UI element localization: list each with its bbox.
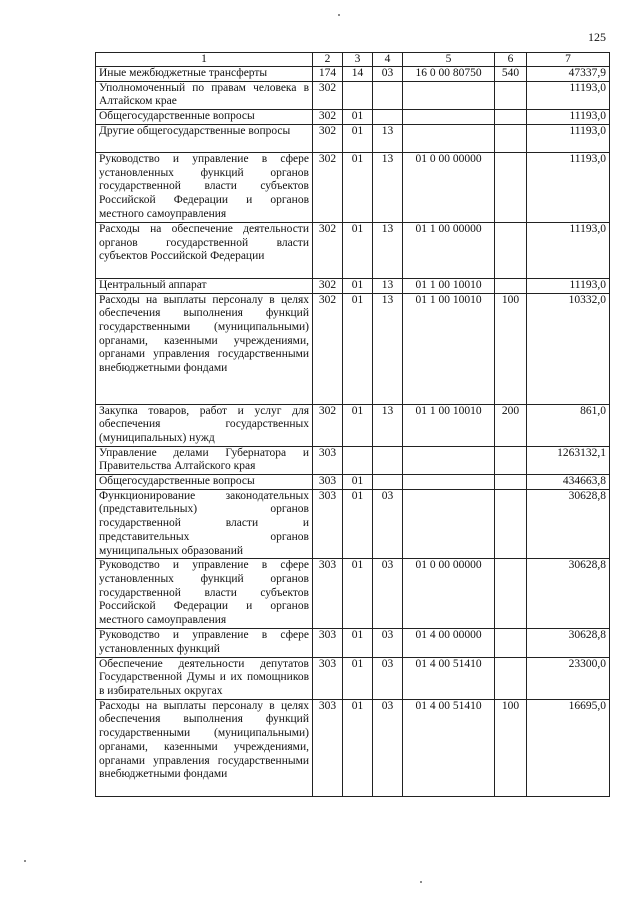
target-article-cell xyxy=(403,81,495,109)
ministry-code-cell: 302 xyxy=(313,124,343,152)
table-row xyxy=(96,629,610,657)
section-cell: 01 xyxy=(343,559,373,629)
target-article-cell xyxy=(403,475,495,490)
table-row xyxy=(96,152,610,222)
header-row xyxy=(96,53,610,67)
row-name-cell: Общегосударственные вопросы xyxy=(96,475,313,490)
section-cell: 01 xyxy=(343,475,373,490)
row-name-cell: Расходы на выплаты персоналу в целях обеспечения выполнения функций государственными (муниципальными) органами, казенными учреждениями, органами управления государственными внебюджетными фондами xyxy=(96,699,313,796)
section-cell: 01 xyxy=(343,489,373,559)
row-name-cell: Расходы на обеспечение деятельности органов государственной власти субъектов Российской Федерации xyxy=(96,222,313,278)
ministry-code-cell: 302 xyxy=(313,152,343,222)
expense-type-cell: 100 xyxy=(495,699,527,796)
scan-speck xyxy=(24,860,26,862)
row-name-cell: Функционирование законодательных (представительных) органов государственной власти и представительных органов муниципальных образований xyxy=(96,489,313,559)
target-article-cell: 16 0 00 80750 xyxy=(403,67,495,82)
column-header-4: 4 xyxy=(373,53,403,67)
target-article-cell: 01 4 00 00000 xyxy=(403,629,495,657)
row-name-cell: Руководство и управление в сфере установленных функций xyxy=(96,629,313,657)
row-name-cell: Расходы на выплаты персоналу в целях обеспечения выполнения функций государственными (муниципальными) органами, казенными учреждениями, органами управления государственными внебюджетными фондами xyxy=(96,293,313,404)
scan-speck xyxy=(420,881,422,883)
expense-type-cell xyxy=(495,110,527,125)
target-article-cell xyxy=(403,110,495,125)
subsection-cell xyxy=(373,446,403,474)
section-cell: 14 xyxy=(343,67,373,82)
ministry-code-cell: 303 xyxy=(313,475,343,490)
table-row xyxy=(96,67,610,82)
subsection-cell: 13 xyxy=(373,404,403,446)
table-row xyxy=(96,699,610,796)
target-article-cell: 01 4 00 51410 xyxy=(403,657,495,699)
subsection-cell: 13 xyxy=(373,124,403,152)
ministry-code-cell: 302 xyxy=(313,81,343,109)
subsection-cell xyxy=(373,110,403,125)
expense-type-cell xyxy=(495,152,527,222)
table-row xyxy=(96,293,610,404)
table-row xyxy=(96,222,610,278)
expense-type-cell xyxy=(495,124,527,152)
target-article-cell: 01 1 00 10010 xyxy=(403,293,495,404)
amount-cell: 11193,0 xyxy=(527,124,610,152)
amount-cell: 11193,0 xyxy=(527,278,610,293)
amount-cell: 11193,0 xyxy=(527,81,610,109)
section-cell: 01 xyxy=(343,629,373,657)
column-header-2: 2 xyxy=(313,53,343,67)
ministry-code-cell: 302 xyxy=(313,110,343,125)
column-header-5: 5 xyxy=(403,53,495,67)
ministry-code-cell: 303 xyxy=(313,489,343,559)
row-name-cell: Уполномоченный по правам человека в Алтайском крае xyxy=(96,81,313,109)
row-name-cell: Управление делами Губернатора и Правительства Алтайского края xyxy=(96,446,313,474)
ministry-code-cell: 303 xyxy=(313,657,343,699)
expense-type-cell: 540 xyxy=(495,67,527,82)
amount-cell: 47337,9 xyxy=(527,67,610,82)
target-article-cell: 01 0 00 00000 xyxy=(403,559,495,629)
table-body xyxy=(96,53,610,797)
ministry-code-cell: 303 xyxy=(313,446,343,474)
row-name-cell: Руководство и управление в сфере установленных функций органов государственной власти субъектов Российской Федерации и органов местного самоуправления xyxy=(96,152,313,222)
budget-table xyxy=(95,52,610,797)
expense-type-cell: 200 xyxy=(495,404,527,446)
row-name-cell: Другие общегосударственные вопросы xyxy=(96,124,313,152)
section-cell xyxy=(343,446,373,474)
row-name-cell: Обеспечение деятельности депутатов Государственной Думы и их помощников в избирательных округах xyxy=(96,657,313,699)
subsection-cell: 03 xyxy=(373,559,403,629)
ministry-code-cell: 302 xyxy=(313,278,343,293)
table-row xyxy=(96,475,610,490)
ministry-code-cell: 302 xyxy=(313,293,343,404)
ministry-code-cell: 302 xyxy=(313,404,343,446)
row-name-cell: Центральный аппарат xyxy=(96,278,313,293)
table-row xyxy=(96,110,610,125)
expense-type-cell xyxy=(495,222,527,278)
table-row xyxy=(96,446,610,474)
table-row xyxy=(96,559,610,629)
column-header-7: 7 xyxy=(527,53,610,67)
row-name-cell: Руководство и управление в сфере установленных функций органов государственной власти субъектов Российской Федерации и органов местного самоуправления xyxy=(96,559,313,629)
row-name-cell: Закупка товаров, работ и услуг для обеспечения государственных (муниципальных) нужд xyxy=(96,404,313,446)
subsection-cell: 03 xyxy=(373,699,403,796)
table-row xyxy=(96,657,610,699)
ministry-code-cell: 174 xyxy=(313,67,343,82)
subsection-cell: 03 xyxy=(373,489,403,559)
expense-type-cell: 100 xyxy=(495,293,527,404)
subsection-cell: 13 xyxy=(373,278,403,293)
section-cell: 01 xyxy=(343,293,373,404)
subsection-cell: 03 xyxy=(373,657,403,699)
section-cell xyxy=(343,81,373,109)
amount-cell: 23300,0 xyxy=(527,657,610,699)
page-number: 125 xyxy=(588,30,606,44)
section-cell: 01 xyxy=(343,278,373,293)
table-row xyxy=(96,278,610,293)
subsection-cell xyxy=(373,475,403,490)
expense-type-cell xyxy=(495,657,527,699)
amount-cell: 30628,8 xyxy=(527,629,610,657)
section-cell: 01 xyxy=(343,404,373,446)
column-header-3: 3 xyxy=(343,53,373,67)
expense-type-cell xyxy=(495,278,527,293)
expense-type-cell xyxy=(495,559,527,629)
target-article-cell: 01 1 00 10010 xyxy=(403,404,495,446)
amount-cell: 30628,8 xyxy=(527,559,610,629)
amount-cell: 11193,0 xyxy=(527,222,610,278)
ministry-code-cell: 303 xyxy=(313,699,343,796)
subsection-cell: 13 xyxy=(373,152,403,222)
target-article-cell: 01 0 00 00000 xyxy=(403,152,495,222)
subsection-cell xyxy=(373,81,403,109)
amount-cell: 11193,0 xyxy=(527,110,610,125)
ministry-code-cell: 303 xyxy=(313,559,343,629)
target-article-cell xyxy=(403,124,495,152)
target-article-cell xyxy=(403,489,495,559)
amount-cell: 30628,8 xyxy=(527,489,610,559)
amount-cell: 11193,0 xyxy=(527,152,610,222)
section-cell: 01 xyxy=(343,222,373,278)
table-row xyxy=(96,81,610,109)
amount-cell: 16695,0 xyxy=(527,699,610,796)
row-name-cell: Иные межбюджетные трансферты xyxy=(96,67,313,82)
column-header-6: 6 xyxy=(495,53,527,67)
ministry-code-cell: 302 xyxy=(313,222,343,278)
expense-type-cell xyxy=(495,489,527,559)
column-header-1: 1 xyxy=(96,53,313,67)
table-row xyxy=(96,404,610,446)
section-cell: 01 xyxy=(343,124,373,152)
table-row xyxy=(96,124,610,152)
subsection-cell: 03 xyxy=(373,67,403,82)
subsection-cell: 03 xyxy=(373,629,403,657)
expense-type-cell xyxy=(495,475,527,490)
ministry-code-cell: 303 xyxy=(313,629,343,657)
target-article-cell: 01 1 00 10010 xyxy=(403,278,495,293)
section-cell: 01 xyxy=(343,657,373,699)
amount-cell: 10332,0 xyxy=(527,293,610,404)
target-article-cell: 01 1 00 00000 xyxy=(403,222,495,278)
amount-cell: 1263132,1 xyxy=(527,446,610,474)
section-cell: 01 xyxy=(343,699,373,796)
target-article-cell xyxy=(403,446,495,474)
target-article-cell: 01 4 00 51410 xyxy=(403,699,495,796)
subsection-cell: 13 xyxy=(373,293,403,404)
amount-cell: 861,0 xyxy=(527,404,610,446)
scan-speck xyxy=(338,14,340,16)
table-row xyxy=(96,489,610,559)
subsection-cell: 13 xyxy=(373,222,403,278)
section-cell: 01 xyxy=(343,110,373,125)
amount-cell: 434663,8 xyxy=(527,475,610,490)
expense-type-cell xyxy=(495,81,527,109)
row-name-cell: Общегосударственные вопросы xyxy=(96,110,313,125)
section-cell: 01 xyxy=(343,152,373,222)
expense-type-cell xyxy=(495,446,527,474)
expense-type-cell xyxy=(495,629,527,657)
